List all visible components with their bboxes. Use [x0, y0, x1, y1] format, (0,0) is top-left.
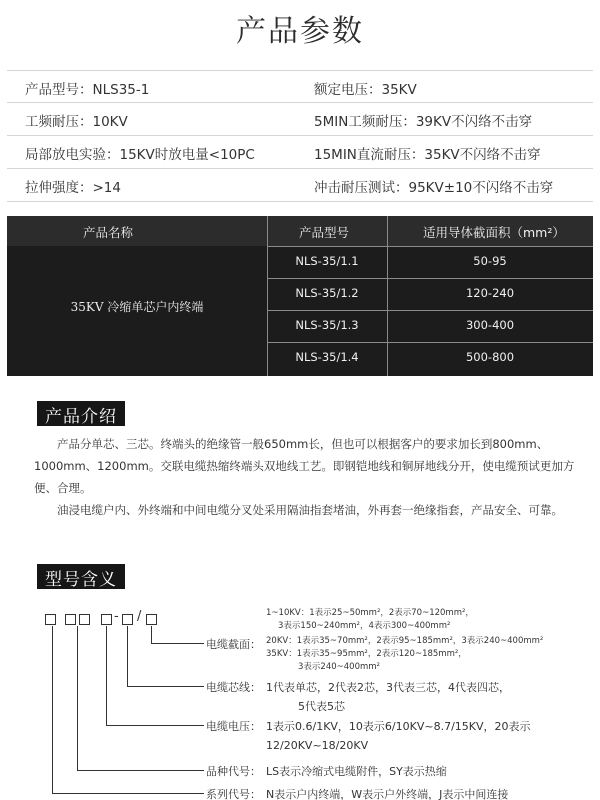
- code-box: [65, 614, 76, 625]
- header-conductor-area: 适用导体截面积（mm²）: [423, 225, 565, 240]
- code-box: [45, 614, 56, 625]
- cable-section-line: 20KV：1表示35~70mm²，2表示95~185mm²，3表示240~400mm²: [266, 636, 544, 646]
- param-right: 额定电压：35KV: [314, 82, 417, 98]
- area-cell: 50-95: [473, 254, 507, 268]
- cable-cores-line: 1代表单芯，2代表2芯，3代表三芯，4代表四芯，: [266, 681, 510, 694]
- dash-symbol: -: [114, 609, 119, 624]
- series-code-line: N表示户内终端，W表示户外终端，J表示中间连接: [266, 788, 509, 800]
- leader-line: [127, 686, 204, 687]
- leader-line: [77, 770, 204, 771]
- cable-cores-line: 5代表5芯: [298, 700, 345, 713]
- table-divider: [267, 342, 593, 343]
- leader-line: [151, 643, 204, 644]
- model-cell: NLS-35/1.2: [295, 286, 359, 300]
- area-cell: 120-240: [465, 286, 515, 300]
- leader-line: [106, 626, 107, 726]
- param-left: 产品型号：NLS35-1: [25, 82, 150, 98]
- leader-line: [151, 626, 152, 644]
- cable-voltage-line: 12/20KV~18/20KV: [266, 739, 369, 752]
- product-name: 35KV 冷缩单芯户内终端: [70, 300, 204, 314]
- param-left: 局部放电实验：15KV时放电量<10PC: [25, 147, 255, 163]
- model-meaning-heading: 型号含义: [37, 564, 125, 589]
- intro-heading: 产品介绍: [37, 401, 125, 426]
- code-box: [101, 614, 112, 625]
- cable-cores-label: 电缆芯线：: [206, 681, 261, 694]
- code-box: [79, 614, 90, 625]
- intro-paragraph: 产品分单芯、三芯。终端头的绝缘管一般650mm长，但也可以根据客户的要求加长到800mm、1000mm、1200mm。交联电缆热缩终端头双地线工艺。即钢铠地线和铜屏地线分开，使电缆预试更加方便、合理。: [34, 437, 575, 495]
- leader-line: [52, 626, 53, 794]
- table-divider: [267, 246, 593, 247]
- header-product-model: 产品型号: [299, 225, 350, 240]
- product-name-cell: [7, 246, 267, 376]
- slash-symbol: /: [137, 609, 142, 624]
- param-row: [7, 103, 593, 136]
- intro-text: [34, 433, 579, 521]
- param-left: 工频耐压：10KV: [25, 114, 128, 130]
- leader-line: [106, 725, 204, 726]
- leader-line: [77, 626, 78, 771]
- code-box: [122, 614, 133, 625]
- model-cell: NLS-35/1.1: [295, 254, 359, 268]
- series-code-label: 系列代号：: [206, 788, 261, 800]
- param-row: [7, 169, 593, 202]
- cable-voltage-line: 1表示0.6/1KV，10表示6/10KV~8.7/15KV，20表示: [266, 720, 531, 733]
- param-right: 5MIN工频耐压：39KV不闪络不击穿: [314, 114, 533, 130]
- cable-section-line: 1~10KV：1表示25~50mm²，2表示70~120mm²，: [266, 608, 474, 618]
- code-box: [146, 614, 157, 625]
- param-row: [7, 70, 593, 103]
- model-cell: NLS-35/1.3: [295, 318, 359, 332]
- leader-line: [52, 793, 204, 794]
- spec-table-header: [7, 216, 593, 246]
- leader-line: [127, 626, 128, 687]
- page-title: 产品参数: [236, 14, 364, 49]
- param-left: 拉伸强度：>14: [25, 180, 121, 196]
- spec-table: [7, 216, 593, 376]
- table-divider: [267, 310, 593, 311]
- param-right: 冲击耐压测试：95KV±10不闪络不击穿: [314, 180, 554, 196]
- cable-voltage-label: 电缆电压：: [206, 720, 261, 733]
- param-row: [7, 136, 593, 169]
- parameter-list: [7, 70, 593, 202]
- area-cell: 500-800: [465, 350, 515, 364]
- cable-section-line: 35KV：1表示35~95mm²，2表示120~185mm²，: [266, 649, 467, 659]
- param-right: 15MIN直流耐压：35KV不闪络不击穿: [314, 147, 541, 163]
- table-divider: [267, 278, 593, 279]
- intro-paragraph: 油浸电缆户内、外终端和中间电缆分叉处采用隔油指套堵油，外再套一绝缘指套，产品安全、可靠。: [57, 503, 563, 517]
- variety-code-line: LS表示冷缩式电缆附件，SY表示热缩: [266, 765, 447, 778]
- cable-section-line: 3表示240~400mm²: [298, 662, 380, 672]
- header-product-name: 产品名称: [83, 225, 134, 240]
- model-meaning-diagram: [0, 600, 600, 800]
- cable-section-line: 3表示150~240mm²，4表示300~400mm²: [278, 621, 451, 631]
- area-cell: 300-400: [465, 318, 515, 332]
- cable-section-label: 电缆截面：: [206, 638, 261, 651]
- variety-code-label: 品种代号：: [206, 765, 261, 778]
- model-cell: NLS-35/1.4: [295, 350, 359, 364]
